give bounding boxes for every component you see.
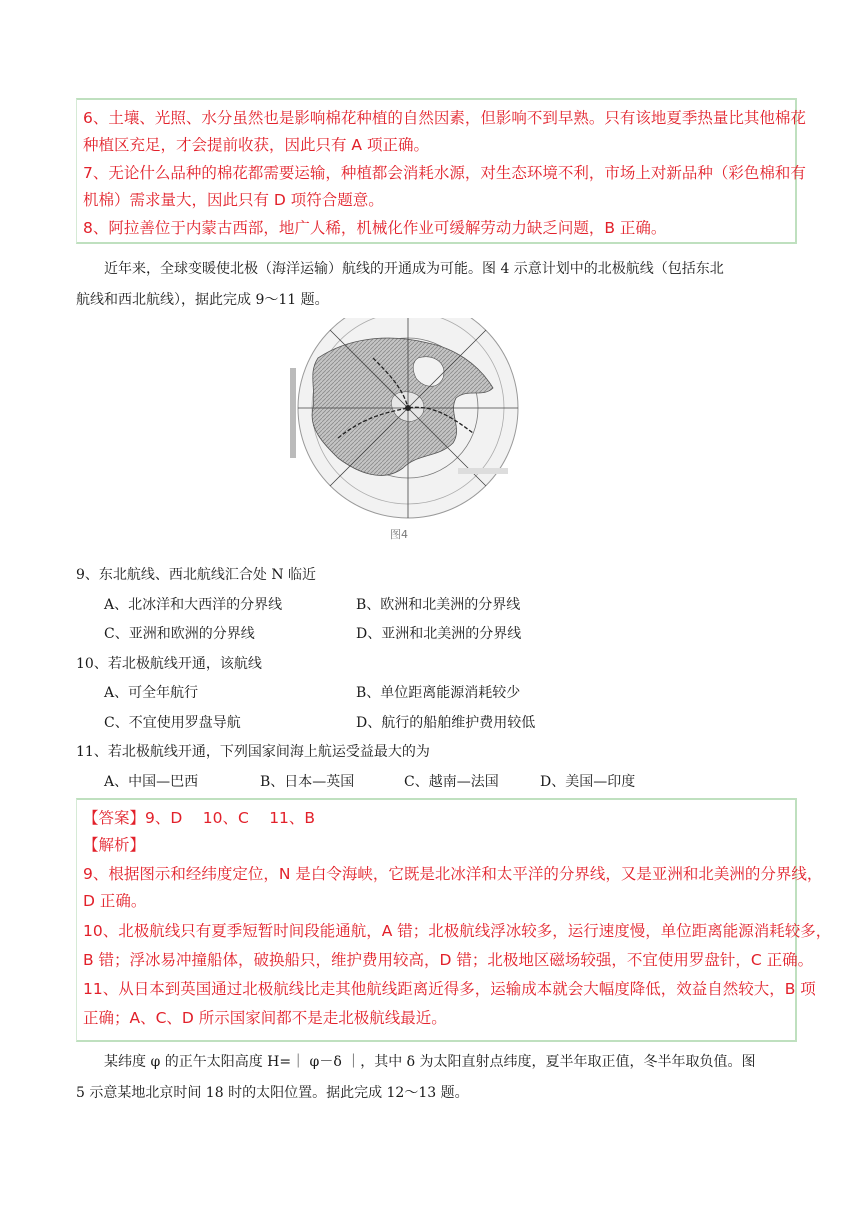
intro-paragraph-line: 5 示意某地北京时间 18 时的太阳位置。据此完成 12～13 题。 (76, 1085, 469, 1101)
analysis-line: D 正确。 (83, 892, 147, 910)
question-11-option-b: B、日本—英国 (260, 774, 355, 790)
analysis-line: 9、根据图示和经纬度定位，N 是白令海峡，它既是北冰洋和太平洋的分界线，又是亚洲和北美洲的分界线， (83, 865, 823, 883)
arctic-route-map-figure (278, 318, 523, 543)
analysis-line: 正确；A、C、D 所示国家间都不是走北极航线最近。 (83, 1009, 447, 1027)
question-11-stem: 11、若北极航线开通，下列国家间海上航运受益最大的为 (76, 744, 430, 760)
explanation-line: 7、无论什么品种的棉花都需要运输，种植都会消耗水源，对生态环境不利，市场上对新品种（彩色棉和有 (83, 164, 806, 182)
figure-caption: 图4 (390, 528, 408, 541)
question-11-option-a: A、中国—巴西 (104, 774, 199, 790)
question-10-stem: 10、若北极航线开通，该航线 (76, 656, 262, 672)
explanation-line: 6、土壤、光照、水分虽然也是影响棉花种植的自然因素，但影响不到早熟。只有该地夏季热量比其他棉花 (83, 109, 806, 127)
question-9-option-c: C、亚洲和欧洲的分界线 (104, 626, 255, 642)
explanation-box-6-8 (76, 98, 806, 244)
question-10-option-c: C、不宜使用罗盘导航 (104, 715, 241, 731)
question-9-option-b: B、欧洲和北美洲的分界线 (356, 597, 521, 613)
question-10-option-a: A、可全年航行 (104, 685, 199, 701)
analysis-line: 11、从日本到英国通过北极航线比走其他航线距离近得多，运输成本就会大幅度降低，效益自然较大，B 项 (83, 980, 816, 998)
intro-paragraph-line: 某纬度 φ 的正午太阳高度 H=｜ φ－δ ｜，其中 δ 为太阳直射点纬度，夏半年取正值，冬半年取负值。图 (104, 1054, 756, 1070)
question-10-option-d: D、航行的船舶维护费用较低 (356, 715, 536, 731)
analysis-heading: 【解析】 (83, 836, 146, 854)
question-11-option-d: D、美国—印度 (540, 774, 636, 790)
question-9-option-a: A、北冰洋和大西洋的分界线 (104, 597, 283, 613)
arctic-route-map-image (278, 318, 523, 543)
question-9-stem: 9、东北航线、西北航线汇合处 N 临近 (76, 567, 317, 583)
analysis-line: 10、北极航线只有夏季短暂时间段能通航，A 错；北极航线浮冰较多，运行速度慢，单位距离能源消耗较多， (83, 922, 832, 940)
answer-analysis-box (76, 798, 832, 1042)
explanation-line: 8、阿拉善位于内蒙古西部，地广人稀，机械化作业可缓解劳动力缺乏问题，B 正确。 (83, 219, 667, 237)
question-10-option-b: B、单位距离能源消耗较少 (356, 685, 521, 701)
explanation-line: 机棉）需求量大，因此只有 D 项符合题意。 (83, 191, 384, 209)
intro-paragraph-line: 近年来，全球变暖使北极（海洋运输）航线的开通成为可能。图 4 示意计划中的北极航线（包括东北 (104, 261, 724, 277)
answer-line: 【答案】9、D 10、C 11、B (83, 809, 316, 827)
intro-paragraph-line: 航线和西北航线），据此完成 9～11 题。 (76, 292, 329, 308)
analysis-line: B 错；浮冰易冲撞船体，破换船只，维护费用较高，D 错；北极地区磁场较强，不宜使用罗盘针，C 正确。 (83, 951, 814, 969)
question-9-option-d: D、亚洲和北美洲的分界线 (356, 626, 522, 642)
question-11-option-c: C、越南—法国 (404, 774, 499, 790)
explanation-line: 种植区充足，才会提前收获，因此只有 A 项正确。 (83, 136, 429, 154)
